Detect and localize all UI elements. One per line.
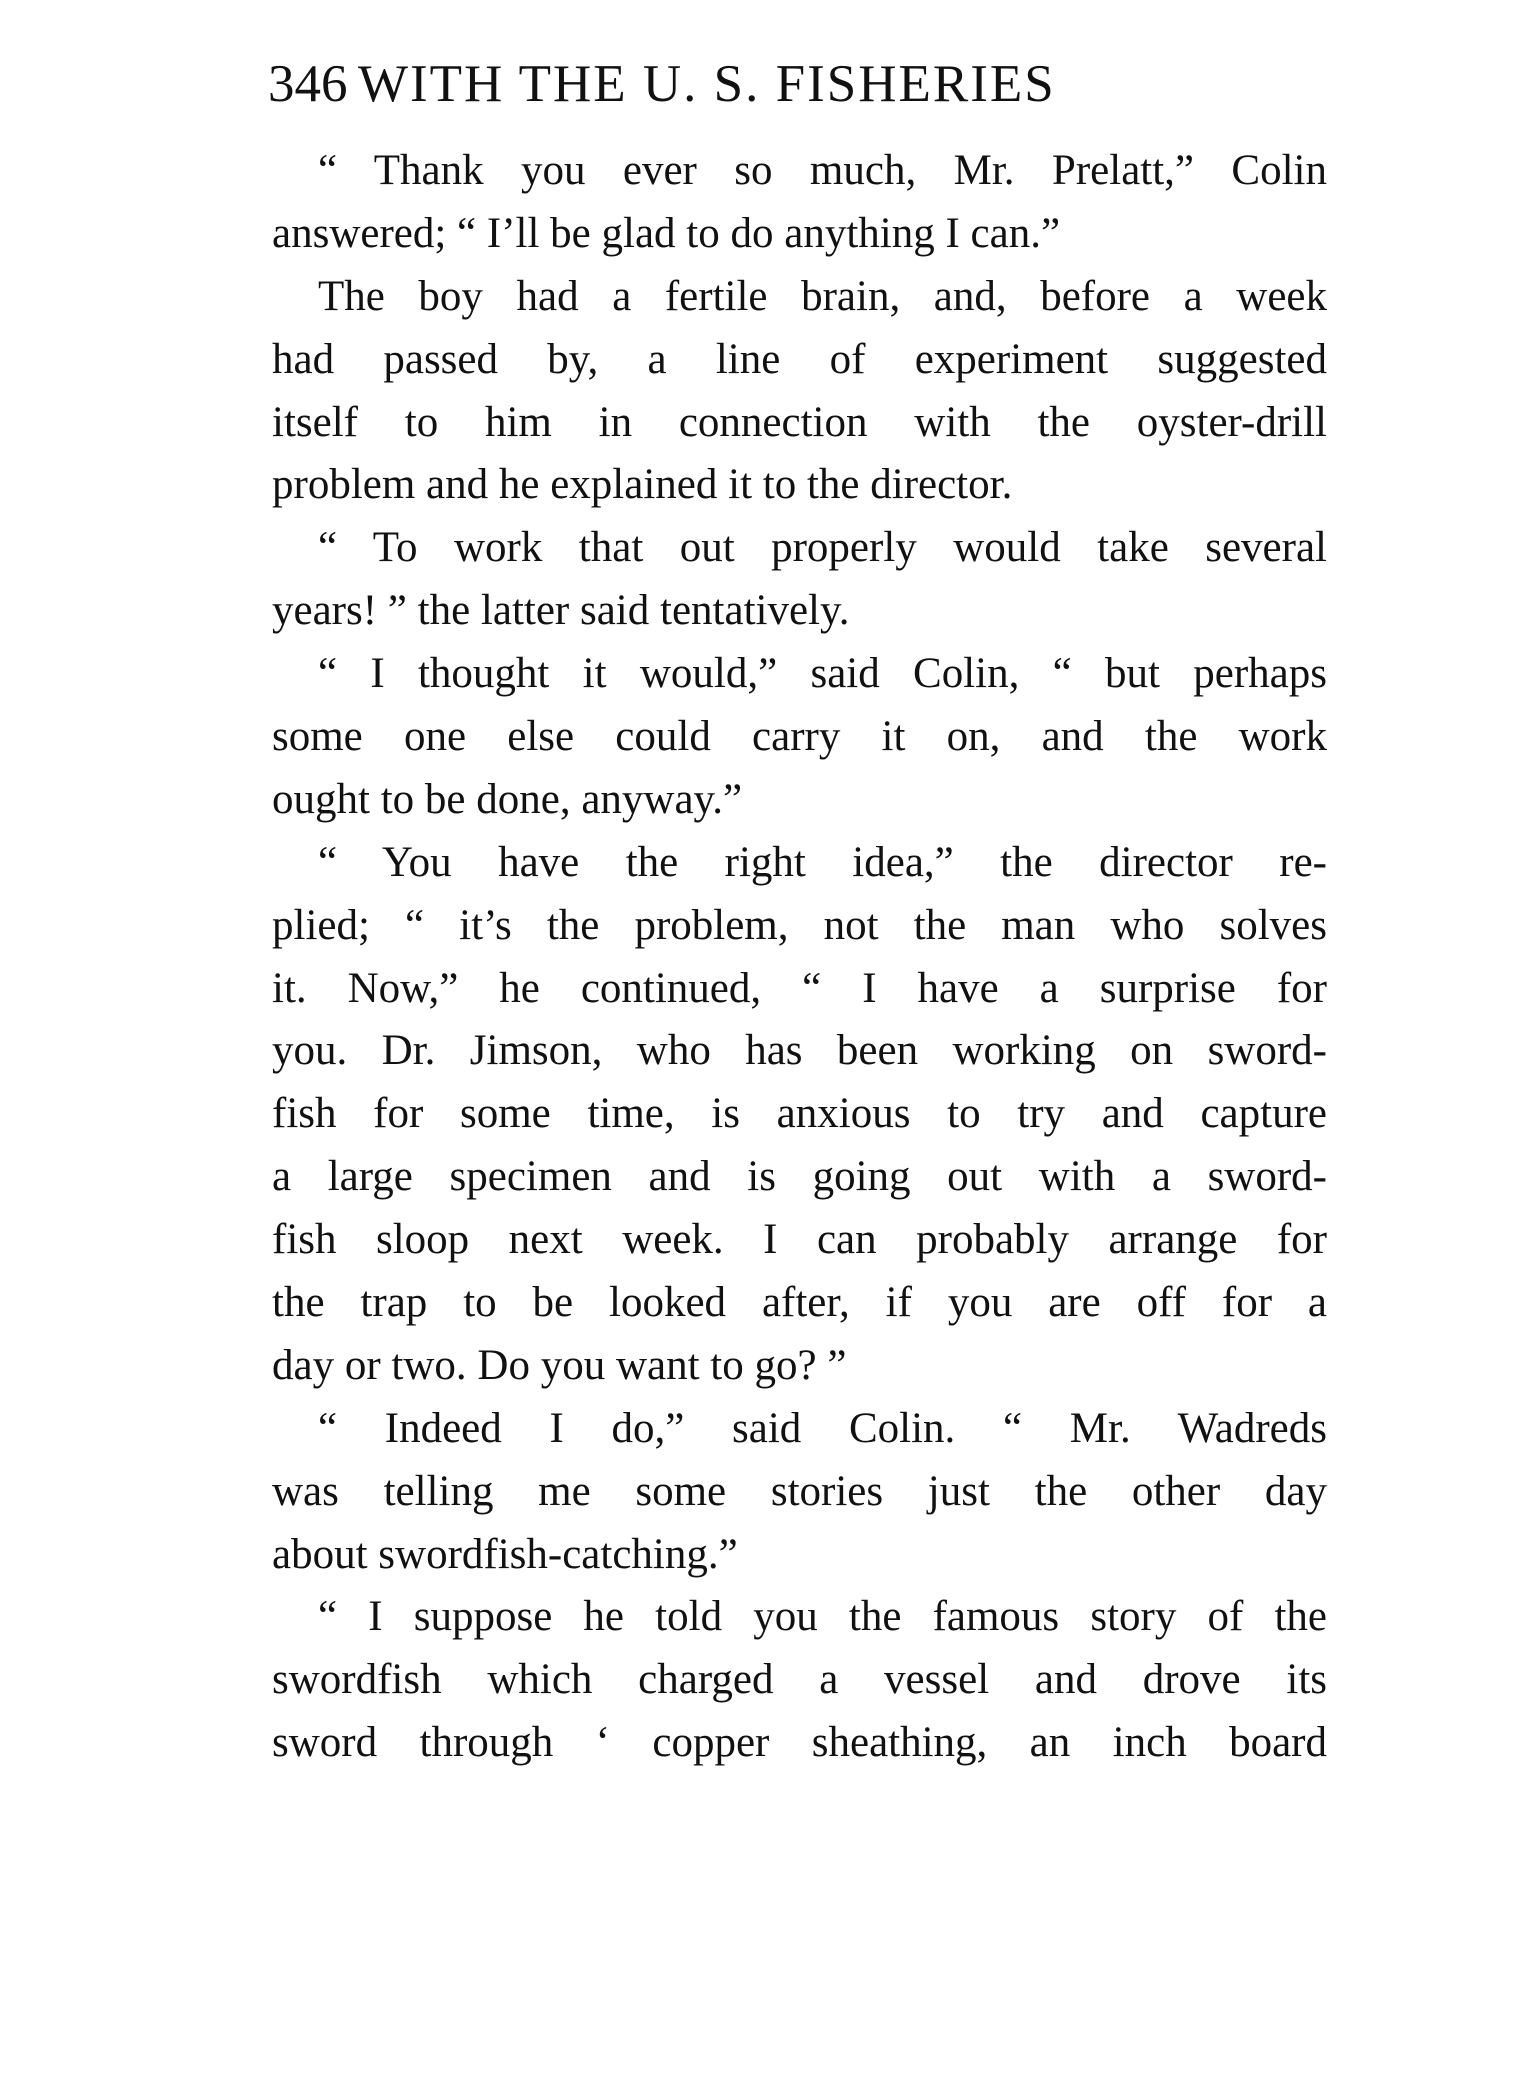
text-line: some one else could carry it on, and the work	[272, 713, 1327, 761]
text-line: “ Indeed I do,” said Colin. “ Mr. Wadreds	[318, 1404, 1327, 1452]
text-line: you. Dr. Jimson, who has been working on sword-	[272, 1027, 1327, 1075]
text-line: was telling me some stories just the other day	[272, 1467, 1327, 1515]
text-line: itself to him in connection with the oyster-drill	[272, 398, 1327, 446]
text-line: fish sloop next week. I can probably arrange for	[272, 1216, 1327, 1264]
text-line: years! ” the latter said tentatively.	[272, 587, 850, 635]
text-line: sword through ‘ copper sheathing, an inch board	[272, 1719, 1327, 1767]
running-title: WITH THE U. S. FISHERIES	[358, 55, 1056, 113]
text-line: day or two. Do you want to go? ”	[272, 1341, 847, 1389]
text-line: had passed by, a line of experiment suggested	[272, 335, 1327, 383]
text-line: fish for some time, is anxious to try and capture	[272, 1090, 1327, 1138]
text-line: ought to be done, anyway.”	[272, 775, 743, 823]
body-text	[272, 140, 1327, 1775]
text-line: swordfish which charged a vessel and drove its	[272, 1656, 1327, 1704]
text-line: a large specimen and is going out with a sword-	[272, 1153, 1327, 1201]
text-line: answered; “ I’ll be glad to do anything I can.”	[272, 209, 1061, 257]
text-line: the trap to be looked after, if you are off for a	[272, 1279, 1327, 1327]
text-line: about swordfish-catching.”	[272, 1530, 738, 1578]
text-line: The boy had a fertile brain, and, before a week	[318, 272, 1327, 320]
text-line: “ I suppose he told you the famous story of the	[318, 1593, 1327, 1641]
text-line: “ I thought it would,” said Colin, “ but perhaps	[318, 650, 1327, 698]
text-line: “ To work that out properly would take several	[318, 524, 1327, 572]
running-head	[268, 52, 1330, 116]
text-line: “ You have the right idea,” the director re-	[318, 838, 1327, 886]
text-line: plied; “ it’s the problem, not the man who solves	[272, 901, 1327, 949]
text-line: “ Thank you ever so much, Mr. Prelatt,” Colin	[318, 147, 1327, 194]
page-number: 346	[268, 55, 348, 113]
text-line: problem and he explained it to the director.	[272, 461, 1013, 509]
text-line: it. Now,” he continued, “ I have a surprise for	[272, 964, 1327, 1012]
